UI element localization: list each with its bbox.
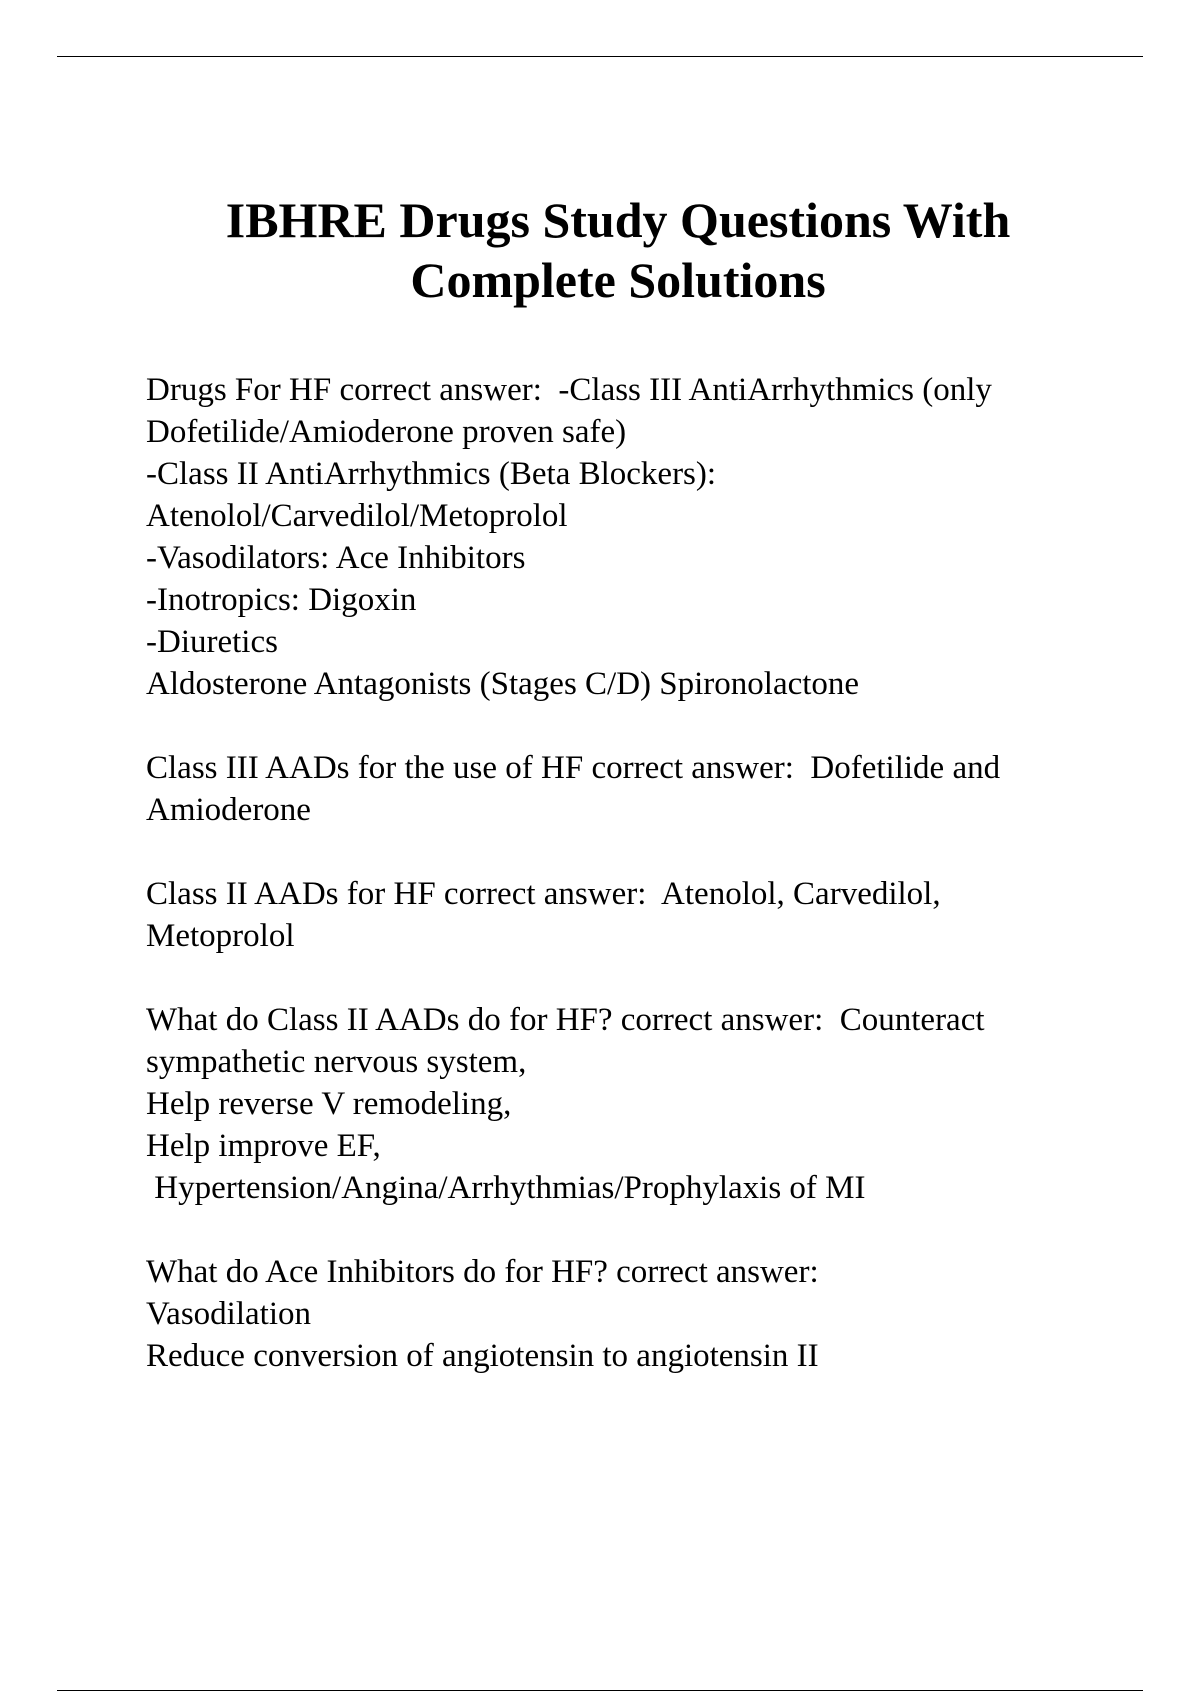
text-line: Metoprolol bbox=[146, 918, 295, 954]
text-line: Amioderone bbox=[146, 792, 311, 828]
qa-entry-drugs-for-hf bbox=[146, 369, 1146, 705]
text-line: Vasodilation bbox=[146, 1296, 311, 1332]
text-line: Hypertension/Angina/Arrhythmias/Prophylaxis of MI bbox=[146, 1170, 866, 1206]
text-line: -Vasodilators: Ace Inhibitors bbox=[146, 540, 526, 576]
qa-entry-class-iii-aads bbox=[146, 747, 1146, 831]
title-line-1: IBHRE Drugs Study Questions With bbox=[225, 192, 1011, 248]
text-line: sympathetic nervous system, bbox=[146, 1044, 527, 1080]
text-line: Class III AADs for the use of HF correct answer: Dofetilide and bbox=[146, 750, 1001, 786]
document-body bbox=[146, 369, 1146, 1419]
footer-rule bbox=[57, 1690, 1143, 1691]
qa-entry-ace-inhibitors bbox=[146, 1251, 1146, 1377]
text-line: Aldosterone Antagonists (Stages C/D) Spironolactone bbox=[146, 666, 860, 702]
text-line: -Inotropics: Digoxin bbox=[146, 582, 417, 618]
text-line: -Diuretics bbox=[146, 624, 278, 660]
text-line: What do Class II AADs do for HF? correct answer: Counteract bbox=[146, 1002, 985, 1038]
text-line: Dofetilide/Amioderone proven safe) bbox=[146, 414, 627, 450]
text-line: What do Ace Inhibitors do for HF? correct answer: bbox=[146, 1254, 819, 1290]
text-line: Drugs For HF correct answer: -Class III AntiArrhythmics (only bbox=[146, 372, 992, 408]
text-line: -Class II AntiArrhythmics (Beta Blockers): bbox=[146, 456, 717, 492]
text-line: Help reverse V remodeling, bbox=[146, 1086, 512, 1122]
qa-entry-class-ii-effects bbox=[146, 999, 1146, 1209]
document-title bbox=[0, 190, 1200, 310]
text-line: Class II AADs for HF correct answer: Atenolol, Carvedilol, bbox=[146, 876, 941, 912]
text-line: Reduce conversion of angiotensin to angiotensin II bbox=[146, 1338, 819, 1374]
text-line: Atenolol/Carvedilol/Metoprolol bbox=[146, 498, 568, 534]
title-line-2: Complete Solutions bbox=[410, 252, 826, 308]
header-rule bbox=[57, 56, 1143, 57]
qa-entry-class-ii-aads bbox=[146, 873, 1146, 957]
text-line: Help improve EF, bbox=[146, 1128, 381, 1164]
